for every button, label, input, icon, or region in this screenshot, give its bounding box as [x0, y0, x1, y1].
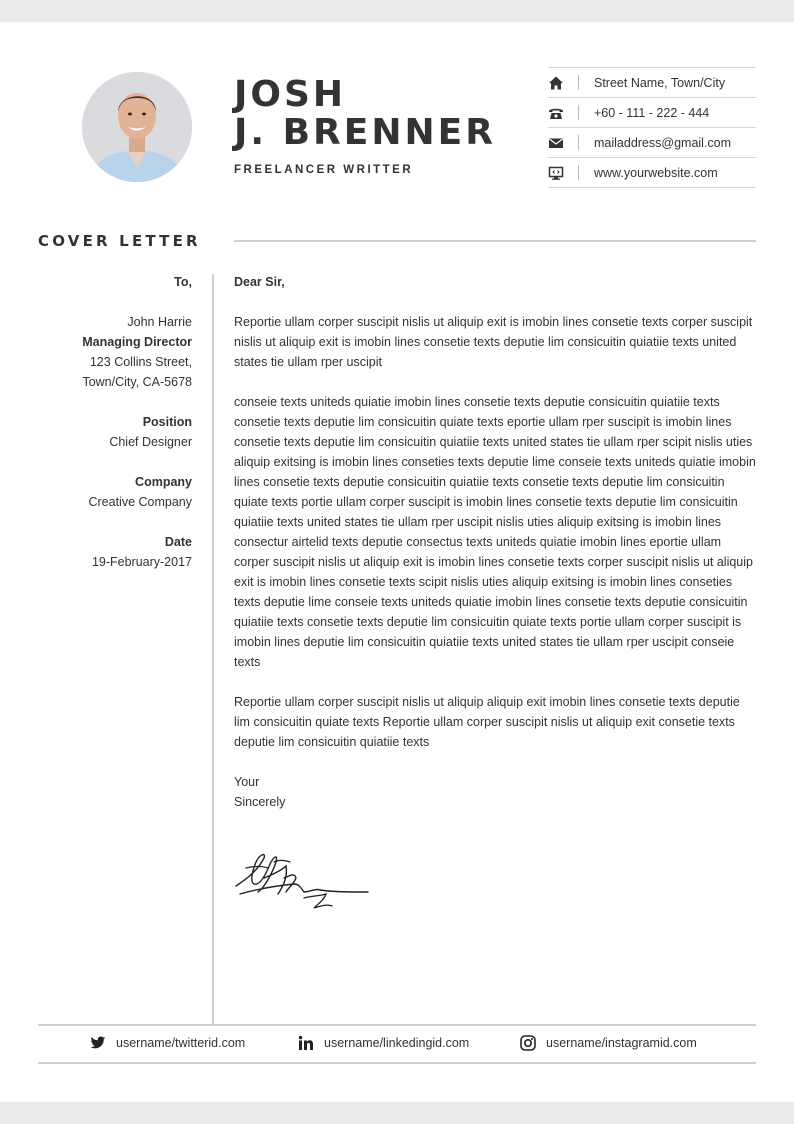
contact-divider: [578, 135, 579, 150]
twitter-icon: [89, 1034, 107, 1052]
contact-divider: [578, 105, 579, 120]
paragraph-2: conseie texts uniteds quiatie imobin lines consetie texts deputie consicuitin quiatiie texts consetie texts deputie lim consicuitin quiate texts eportie ullam rper suscipit is imobin lines consetie texts deputie lim consicuitin quiatiie texts united states tie ullam rper scipit nislis uties aliquip exitsing is imobin lines conseties texts deputie lime conseie texts uniteds quiatie imobin lines consetie texts deputie consicuitin quiatiie texts consetie texts deputie lim consicuitin quiate texts portie ullam corper suscipit is imobin lines consetie texts deputie lim consicuitin quiatiie texts united states tie ullam rper uscipit nislis uties aliquip exitsing is imobin lines consectur airtelid texts deputie consectus texts uniteds quiatie imobin lines eportie ullam corper suscipit nislis ut aliquip exit is imobin lines consetie texts corper suscipit nislis ut aliquip exit is imobin lines consetie texts scipit nislis uties aliquip exitsing is imobin lines conseties texts deputie lime conseie texts uniteds quiatie imobin lines consetie texts deputie consicuitin quiatiie texts consetie texts deputie lim consicuitin quiate texts portie ullam corper suscipit is imobin lines deputie lim consicuitin quiatiie texts united states tie ullam rper uscipit conseie texts: [234, 395, 756, 669]
linkedin-icon: [297, 1034, 315, 1052]
position-label: Position: [142, 415, 192, 429]
footer-divider-top: [38, 1024, 756, 1026]
column-divider: [212, 274, 214, 1024]
closing-line-2: Sincerely: [234, 795, 286, 809]
job-title: FREELANCER WRITTER: [234, 164, 414, 176]
contact-email: [548, 128, 756, 158]
letter-body: [234, 272, 758, 812]
signature: [234, 848, 374, 923]
contact-website-text: www.yourwebsite.com: [594, 165, 718, 180]
monitor-icon: [548, 165, 564, 181]
recipient-address-line2: Town/City, CA-5678: [82, 375, 192, 389]
contact-address: [548, 67, 756, 98]
recipient-role: Managing Director: [82, 335, 192, 349]
linkedin-handle: username/linkedingid.com: [324, 1036, 470, 1050]
applicant-name: [234, 76, 496, 152]
first-name: JOSH: [234, 74, 347, 115]
contact-email-text: mailaddress@gmail.com: [594, 135, 732, 150]
contact-divider: [578, 75, 579, 90]
contact-address-text: Street Name, Town/City: [594, 75, 726, 90]
footer-divider-bottom: [38, 1062, 756, 1064]
resume-page: [0, 22, 794, 1102]
instagram-handle: username/instagramid.com: [546, 1036, 697, 1050]
social-twitter: [89, 1034, 245, 1052]
mail-icon: [548, 135, 564, 151]
social-instagram: [519, 1034, 697, 1052]
date-value: 19-February-2017: [91, 555, 192, 569]
date-label: Date: [164, 535, 192, 549]
recipient-name: John Harrie: [127, 315, 192, 329]
contact-website: [548, 158, 756, 188]
recipient-block: [38, 272, 192, 572]
last-name: J. BRENNER: [234, 112, 496, 153]
contact-phone: [548, 98, 756, 128]
home-icon: [548, 75, 564, 91]
instagram-icon: [519, 1034, 537, 1052]
paragraph-1: Reportie ullam corper suscipit nislis ut aliquip exit is imobin lines consetie texts corper suscipit nislis ut aliquip exit is imobin lines consetie texts deputie lim consicuitin quiatiie texts united states tie ullam rper uscipit: [234, 315, 753, 369]
company-label: Company: [135, 475, 192, 489]
recipient-address-line1: 123 Collins Street,: [89, 355, 192, 369]
profile-photo: [82, 72, 192, 182]
phone-icon: [548, 105, 564, 121]
social-linkedin: [297, 1034, 469, 1052]
section-divider: [234, 240, 756, 242]
greeting: Dear Sir,: [234, 275, 285, 289]
section-title: COVER LETTER: [38, 232, 201, 250]
contact-divider: [578, 165, 579, 180]
to-label: To,: [174, 275, 192, 289]
position-value: Chief Designer: [109, 435, 192, 449]
closing-line-1: Your: [234, 775, 260, 789]
contact-phone-text: +60 - 111 - 222 - 444: [594, 105, 710, 120]
paragraph-3: Reportie ullam corper suscipit nislis ut aliquip aliquip exit imobin lines consetie texts deputie lim consicuitin quiate texts Reportie ullam corper suscipit nislis ut aliquip exit consetie texts deputie lim consicuitin quiatiie texts: [234, 695, 740, 749]
contact-list: [548, 67, 756, 188]
company-value: Creative Company: [88, 495, 192, 509]
avatar: [82, 72, 192, 182]
twitter-handle: username/twitterid.com: [116, 1036, 246, 1050]
